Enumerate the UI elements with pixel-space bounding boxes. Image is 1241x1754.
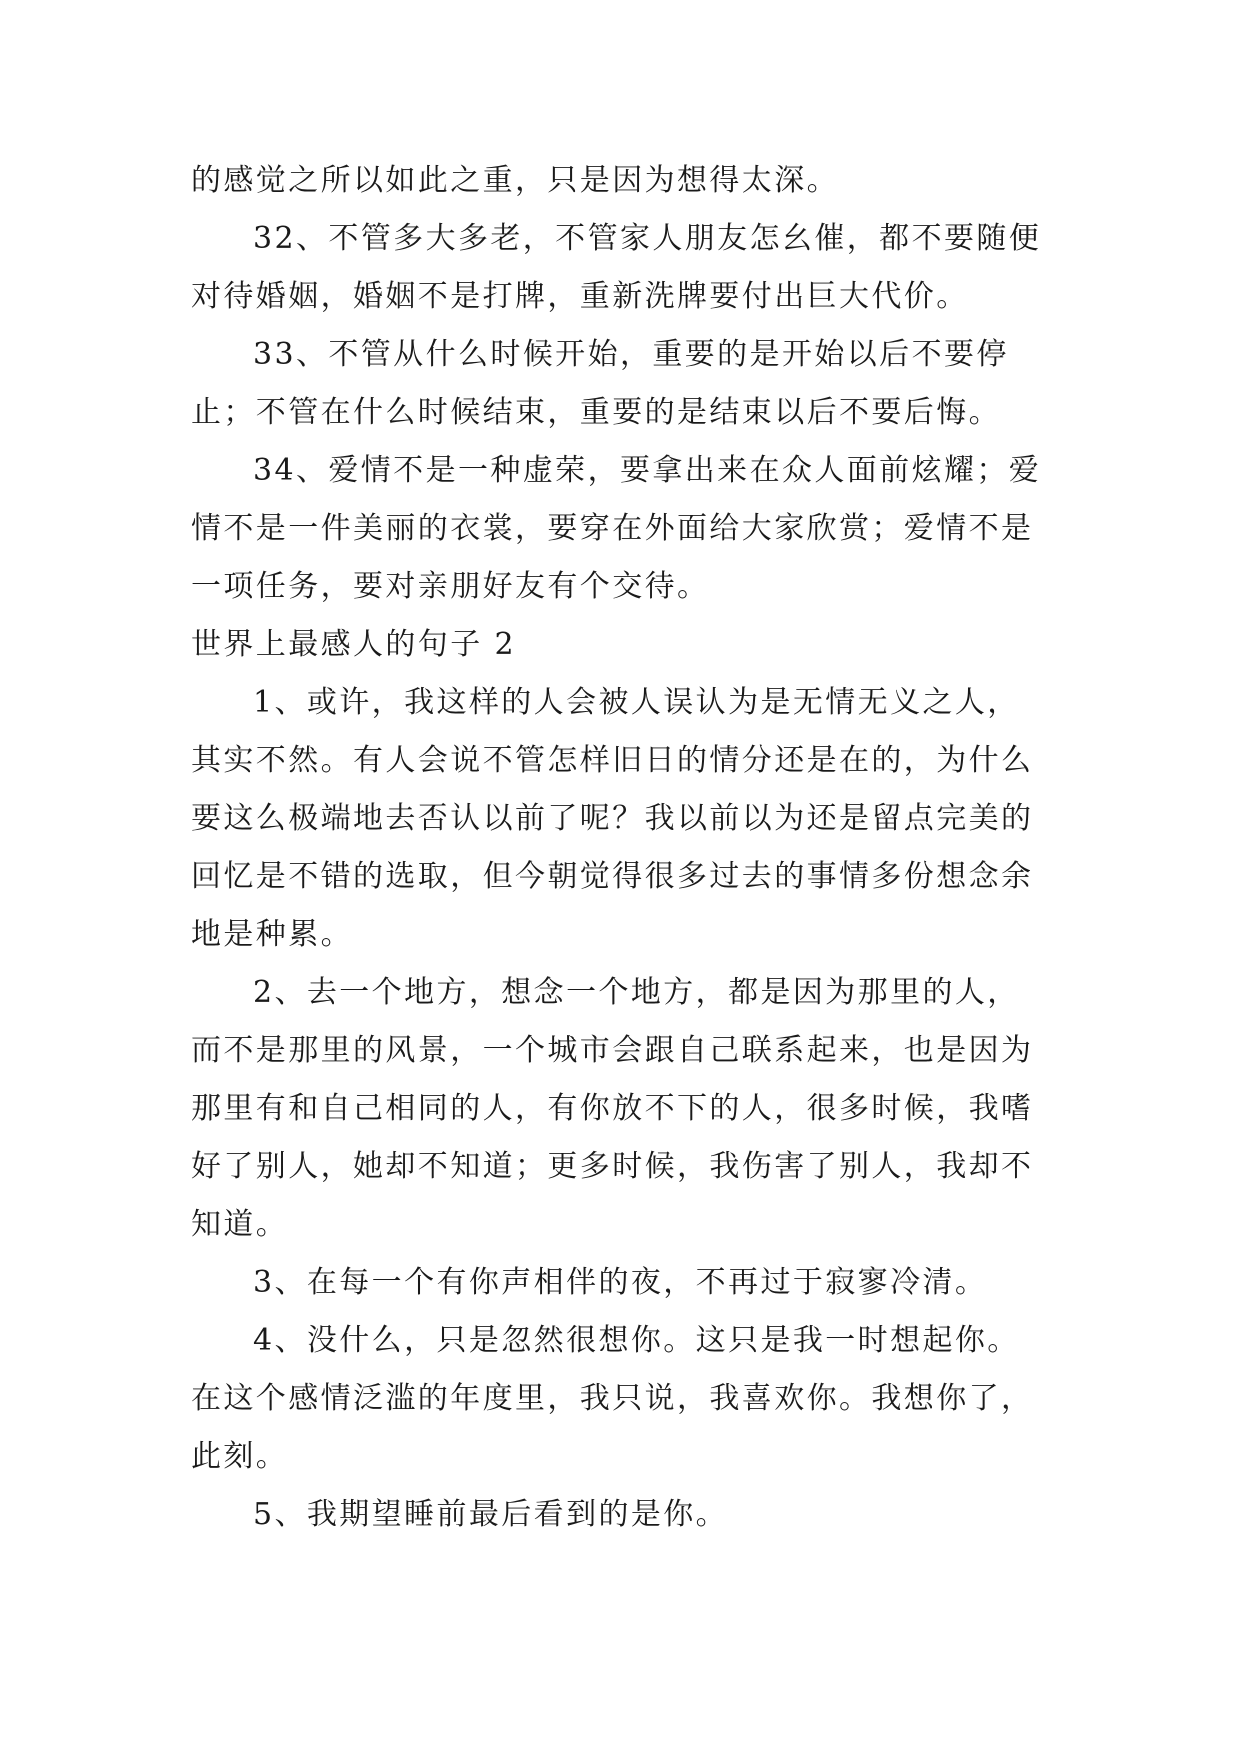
paragraph-continuation: 的感觉之所以如此之重，只是因为想得太深。 xyxy=(191,163,839,198)
paragraph-item-5: 5、我期望睡前最后看到的是你。 xyxy=(253,1497,729,1532)
paragraph-item-3: 3、在每一个有你声相伴的夜，不再过于寂寥冷清。 xyxy=(253,1265,988,1300)
document-body xyxy=(191,152,1051,1544)
section-heading: 世界上最感人的句子 2 xyxy=(191,627,517,662)
paragraph-item-33: 33、不管从什么时候开始，重要的是开始以后不要停止；不管在什么时候结束，重要的是结束以后不要后悔。 xyxy=(191,337,1009,430)
paragraph-item-32: 32、不管多大多老，不管家人朋友怎幺催，都不要随便对待婚姻，婚姻不是打牌，重新洗牌要付出巨大代价。 xyxy=(191,221,1042,314)
paragraph-item-4: 4、没什么，只是忽然很想你。这只是我一时想起你。在这个感情泛滥的年度里，我只说，我喜欢你。我想你了，此刻。 xyxy=(191,1323,1034,1474)
paragraph-item-2: 2、去一个地方，想念一个地方，都是因为那里的人，而不是那里的风景，一个城市会跟自己联系起来，也是因为那里有和自己相同的人，有你放不下的人，很多时候，我嗜好了别人，她却不知道；更多时候，我伤害了别人，我却不知道。 xyxy=(191,975,1034,1242)
paragraph-item-1: 1、或许，我这样的人会被人误认为是无情无义之人，其实不然。有人会说不管怎样旧日的情分还是在的，为什么要这么极端地去否认以前了呢？我以前以为还是留点完美的回忆是不错的选取，但今朝觉得很多过去的事情多份想念余地是种累。 xyxy=(191,685,1034,952)
paragraph-item-34: 34、爱情不是一种虚荣，要拿出来在众人面前炫耀；爱情不是一件美丽的衣裳，要穿在外面给大家欣赏；爱情不是一项任务，要对亲朋好友有个交待。 xyxy=(191,453,1042,604)
